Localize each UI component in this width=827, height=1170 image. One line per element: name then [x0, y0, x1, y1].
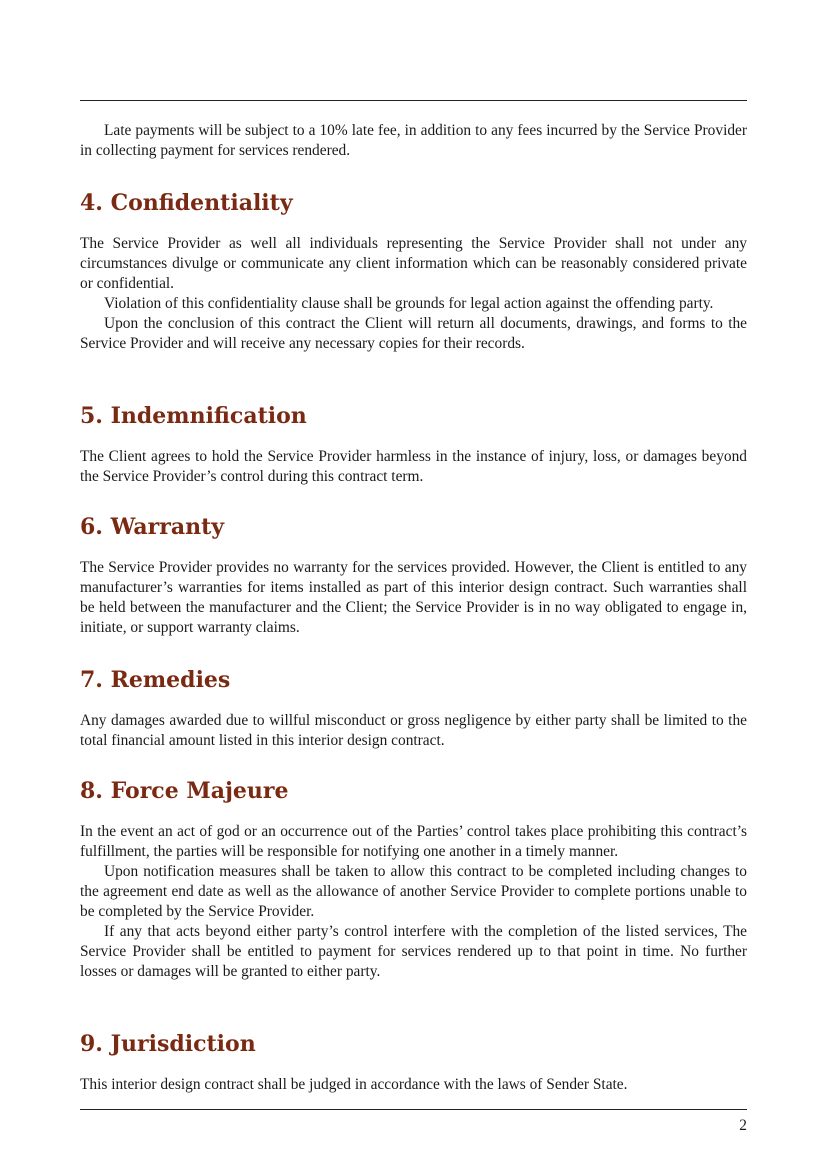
section-heading: 5. Indemnification: [80, 403, 307, 429]
section-paragraph: If any that acts beyond either party’s control interfere with the completion of the listed services, The Service Provider shall be entitled to payment for services rendered up to that point in time. No further losses or damages will be granted to either party.: [80, 923, 747, 980]
section-paragraph: Upon notification measures shall be taken to allow this contract to be completed including changes to the agreement end date as well as the allowance of another Service Provider to complete portions unable to be completed by the Service Provider.: [80, 863, 747, 920]
section-paragraph: The Service Provider provides no warranty for the services provided. However, the Client is entitled to any manufacturer’s warranties for items installed as part of this interior design contract. Such warranties shall be held between the manufacturer and the Client; the Service Provider is in no way obligated to engage in, initiate, or support warranty claims.: [80, 559, 747, 636]
section-confidentiality: [80, 189, 747, 354]
section-warranty: [80, 513, 747, 638]
section-force-majeure: [80, 777, 747, 982]
section-heading: 7. Remedies: [80, 667, 231, 693]
section-heading: 8. Force Majeure: [80, 778, 289, 804]
section-paragraph: Violation of this confidentiality clause shall be grounds for legal action against the offending party.: [104, 295, 714, 312]
section-jurisdiction: [80, 1030, 747, 1095]
section-heading: 9. Jurisdiction: [80, 1031, 256, 1057]
document-page: [80, 0, 747, 1170]
section-paragraph: Any damages awarded due to willful misconduct or gross negligence by either party shall be limited to the total financial amount listed in this interior design contract.: [80, 712, 747, 749]
section-paragraph: Upon the conclusion of this contract the Client will return all documents, drawings, and forms to the Service Provider and will receive any necessary copies for their records.: [80, 315, 747, 352]
section-heading: 6. Warranty: [80, 514, 225, 540]
section-paragraph: In the event an act of god or an occurrence out of the Parties’ control takes place prohibiting this contract’s fulfillment, the parties will be responsible for notifying one another in a timely manner.: [80, 823, 747, 860]
section-indemnification: [80, 402, 747, 487]
footer-rule: [80, 1109, 747, 1110]
section-paragraph: This interior design contract shall be judged in accordance with the laws of Sender State.: [80, 1076, 628, 1093]
section-paragraph: The Service Provider as well all individuals representing the Service Provider shall not under any circumstances divulge or communicate any client information which can be reasonably considered private or confidential.: [80, 235, 747, 292]
intro-paragraph: Late payments will be subject to a 10% late fee, in addition to any fees incurred by the Service Provider in collecting payment for services rendered.: [80, 122, 747, 159]
intro-block: [80, 121, 747, 161]
section-heading: 4. Confidentiality: [80, 190, 293, 216]
page-number: 2: [739, 1117, 747, 1134]
section-paragraph: The Client agrees to hold the Service Provider harmless in the instance of injury, loss, or damages beyond the Service Provider’s control during this contract term.: [80, 448, 747, 485]
section-remedies: [80, 666, 747, 751]
header-rule: [80, 100, 747, 101]
